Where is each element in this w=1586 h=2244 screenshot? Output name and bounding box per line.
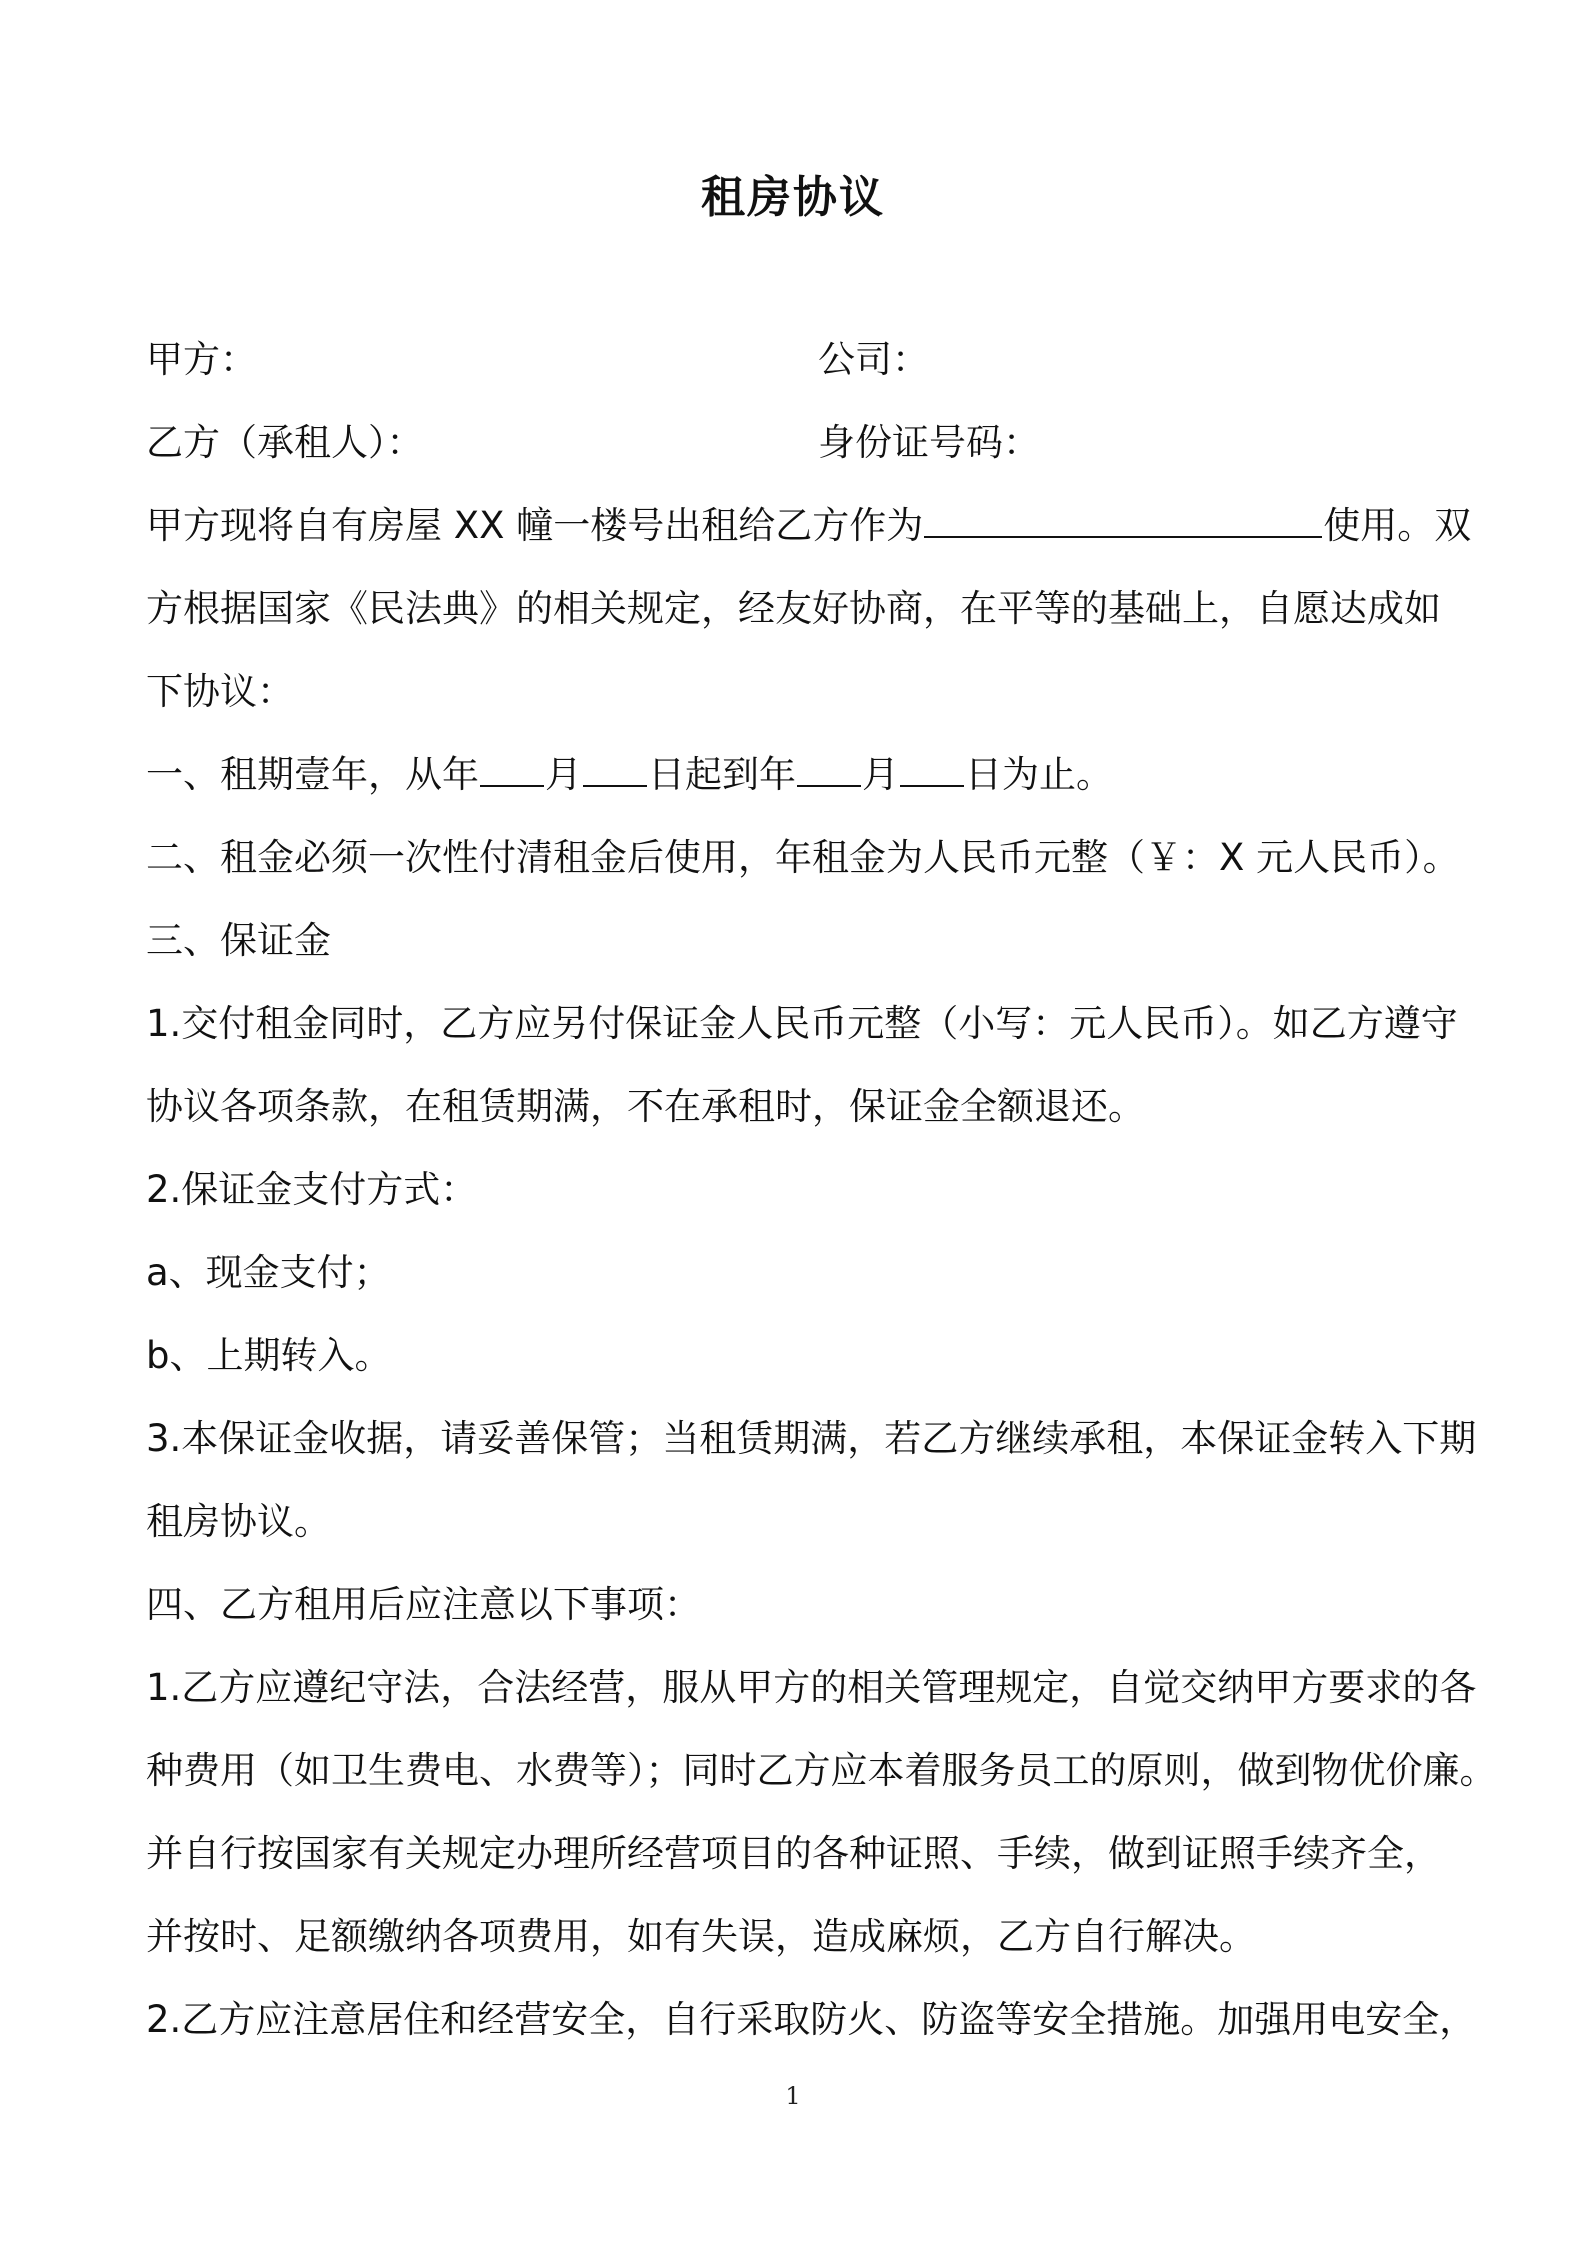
clause-3-2-a: a、现金支付； (146, 1251, 391, 1294)
clause-2: 二、租金必须一次性付清租金后使用，年租金为人民币元整（￥：X 元人民币）。 (146, 836, 1460, 879)
clause-4-1-line-2: 种费用（如卫生费电、水费等）；同时乙方应本着服务员工的原则，做到物优价廉。 (146, 1749, 1497, 1792)
clause-3-2-b: b、上期转入。 (146, 1334, 392, 1377)
clause-4-1-line-4: 并按时、足额缴纳各项费用，如有失误，造成麻烦，乙方自行解决。 (146, 1915, 1256, 1958)
clause-3-heading: 三、保证金 (146, 919, 331, 962)
clause-4-1-line-1: 1.乙方应遵纪守法，合法经营，服从甲方的相关管理规定，自觉交纳甲方要求的各 (146, 1666, 1477, 1709)
party-b-label: 乙方（承租人）： (146, 421, 424, 464)
party-row-b (146, 401, 1486, 484)
clause-3-2: 2.保证金支付方式： (146, 1168, 478, 1211)
clause-3-3-line-1: 3.本保证金收据，请妥善保管；当租赁期满，若乙方继续承租，本保证金转入下期 (146, 1417, 1477, 1460)
party-row-a (146, 318, 1486, 401)
intro-line-1-after: 使用。双 (1323, 504, 1472, 547)
start-month-blank (480, 757, 544, 787)
intro-line-1-before: 甲方现将自有房屋 XX 幢一楼号出租给乙方作为 (146, 504, 924, 547)
clause-3-1-line-1: 1.交付租金同时，乙方应另付保证金人民币元整（小写：元人民币）。如乙方遵守 (146, 1002, 1458, 1045)
document-title: 租房协议 (701, 172, 885, 223)
party-a-label: 甲方： (146, 338, 257, 381)
clause-4-heading: 四、乙方租用后应注意以下事项： (146, 1583, 701, 1626)
clause-4-2-line-1: 2.乙方应注意居住和经营安全，自行采取防火、防盗等安全措施。加强用电安全， (146, 1998, 1477, 2041)
clause-1 (146, 733, 1486, 816)
start-day-blank (583, 757, 647, 787)
id-number-label: 身份证号码： (818, 421, 1040, 464)
clause-3-1-line-2: 协议各项条款，在租赁期满，不在承租时，保证金全额退还。 (146, 1085, 1145, 1128)
end-month-blank (797, 757, 861, 787)
clause-1-part-2: 月 (545, 753, 582, 796)
end-day-blank (900, 757, 964, 787)
clause-1-part-5: 日为止。 (965, 753, 1113, 796)
clause-1-part-3: 日起到年 (648, 753, 796, 796)
page-number: 1 (785, 2082, 801, 2110)
clause-3-3-line-2: 租房协议。 (146, 1500, 331, 1543)
intro-line-3: 下协议： (146, 670, 294, 713)
clause-1-part-1: 一、租期壹年，从年 (146, 753, 479, 796)
company-label: 公司： (818, 338, 929, 381)
intro-line-2: 方根据国家《民法典》的相关规定，经友好协商，在平等的基础上，自愿达成如 (146, 587, 1441, 630)
clause-4-1-line-3: 并自行按国家有关规定办理所经营项目的各种证照、手续，做到证照手续齐全， (146, 1832, 1441, 1875)
usage-blank (924, 508, 1322, 538)
clause-1-part-4: 月 (862, 753, 899, 796)
intro-line-1 (146, 484, 1486, 567)
document-body (146, 318, 1497, 2061)
